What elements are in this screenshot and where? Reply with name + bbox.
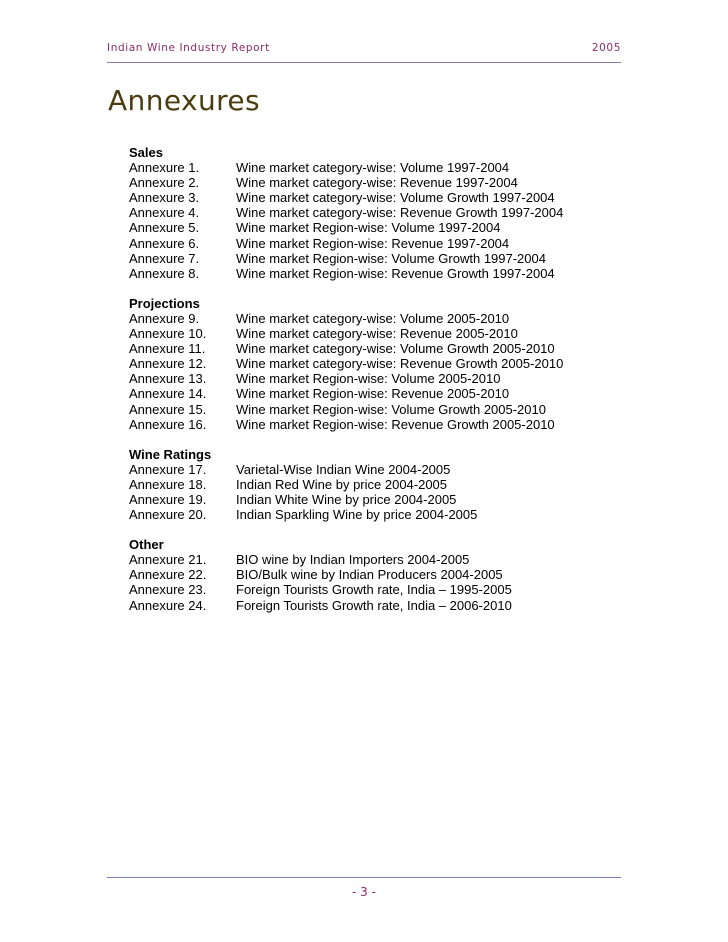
annexure-description: Varietal-Wise Indian Wine 2004-2005 (236, 461, 451, 477)
annexure-entry (129, 402, 599, 417)
annexure-description: Foreign Tourists Growth rate, India – 1995-2005 (236, 582, 512, 598)
section-title: Projections (129, 295, 200, 311)
annexure-list (129, 145, 599, 628)
annexure-entry (129, 507, 599, 522)
annexure-number: Annexure 9. (129, 310, 200, 326)
annexure-entry (129, 266, 599, 281)
annexure-description: Wine market Region-wise: Volume Growth 2005-2010 (236, 401, 546, 417)
annexure-entry (129, 251, 599, 266)
annexure-description: Foreign Tourists Growth rate, India – 2006-2010 (236, 597, 512, 613)
annexure-description: Wine market Region-wise: Revenue 2005-2010 (236, 386, 510, 402)
annexure-number: Annexure 13. (129, 371, 207, 387)
annexure-description: Wine market category-wise: Volume 1997-2004 (236, 160, 510, 176)
annexure-number: Annexure 16. (129, 416, 207, 432)
report-year: 2005 (591, 42, 621, 54)
footer-divider (107, 877, 621, 878)
annexure-number: Annexure 11. (129, 341, 206, 357)
annexure-entry (129, 190, 599, 205)
annexure-entry (129, 220, 599, 235)
annexure-section (129, 145, 599, 281)
annexure-number: Annexure 4. (129, 205, 200, 221)
annexure-entry (129, 386, 599, 401)
annexure-entry (129, 371, 599, 386)
page-number: - 3 - (352, 885, 376, 899)
annexure-entry (129, 311, 599, 326)
annexure-number: Annexure 7. (129, 250, 200, 266)
annexure-description: Wine market category-wise: Revenue Growth 2005-2010 (236, 356, 564, 372)
annexure-entry (129, 160, 599, 175)
annexure-number: Annexure 15. (129, 401, 207, 417)
annexure-section (129, 296, 599, 432)
annexure-description: BIO/Bulk wine by Indian Producers 2004-2005 (236, 567, 503, 583)
section-title: Other (129, 537, 164, 553)
annexure-number: Annexure 3. (129, 190, 200, 206)
annexure-description: Indian White Wine by price 2004-2005 (236, 491, 457, 507)
header-divider (107, 62, 621, 63)
annexure-number: Annexure 12. (129, 356, 207, 372)
annexure-entry (129, 175, 599, 190)
annexure-entry (129, 236, 599, 251)
annexure-description: Indian Red Wine by price 2004-2005 (236, 476, 448, 492)
annexure-entry (129, 567, 599, 582)
annexure-description: Wine market Region-wise: Volume 2005-2010 (236, 371, 501, 387)
annexure-description: Wine market category-wise: Volume Growth 1997-2004 (236, 190, 555, 206)
annexure-number: Annexure 14. (129, 386, 207, 402)
annexure-description: Wine market category-wise: Revenue 2005-2010 (236, 326, 518, 342)
annexure-number: Annexure 22. (129, 567, 207, 583)
report-title: Indian Wine Industry Report (107, 42, 270, 54)
annexure-description: Wine market category-wise: Revenue 1997-2004 (236, 175, 518, 191)
annexure-section (129, 537, 599, 612)
annexure-description: Indian Sparkling Wine by price 2004-2005 (236, 507, 478, 523)
annexure-description: Wine market Region-wise: Revenue 1997-2004 (236, 235, 510, 251)
annexure-entry (129, 326, 599, 341)
annexure-entry (129, 598, 599, 613)
annexure-number: Annexure 20. (129, 507, 207, 523)
annexure-entry (129, 582, 599, 597)
page-header (107, 40, 621, 58)
annexure-description: Wine market Region-wise: Volume 1997-2004 (236, 220, 501, 236)
section-title: Wine Ratings (129, 446, 212, 462)
annexure-description: Wine market category-wise: Revenue Growth 1997-2004 (236, 205, 564, 221)
annexure-entry (129, 492, 599, 507)
annexure-number: Annexure 23. (129, 582, 207, 598)
annexure-number: Annexure 2. (129, 175, 200, 191)
annexure-number: Annexure 1. (129, 160, 200, 176)
annexure-description: Wine market Region-wise: Revenue Growth 1997-2004 (236, 265, 555, 281)
annexure-entry (129, 417, 599, 432)
annexure-number: Annexure 10. (129, 326, 207, 342)
section-title: Sales (129, 145, 163, 160)
annexure-entry (129, 205, 599, 220)
annexure-description: Wine market category-wise: Volume 2005-2010 (236, 310, 510, 326)
annexure-entry (129, 356, 599, 371)
page-title: Annexures (108, 84, 261, 117)
annexure-number: Annexure 19. (129, 491, 207, 507)
annexure-description: BIO wine by Indian Importers 2004-2005 (236, 552, 470, 568)
annexure-number: Annexure 21. (129, 552, 207, 568)
annexure-number: Annexure 17. (129, 461, 207, 477)
annexure-entry (129, 462, 599, 477)
annexure-number: Annexure 24. (129, 597, 207, 613)
annexure-number: Annexure 6. (129, 235, 200, 251)
annexure-entry (129, 341, 599, 356)
annexure-entry (129, 552, 599, 567)
annexure-number: Annexure 18. (129, 476, 207, 492)
annexure-description: Wine market Region-wise: Revenue Growth 2005-2010 (236, 416, 555, 432)
annexure-number: Annexure 5. (129, 220, 200, 236)
annexure-description: Wine market category-wise: Volume Growth 2005-2010 (236, 341, 555, 357)
annexure-description: Wine market Region-wise: Volume Growth 1997-2004 (236, 250, 546, 266)
annexure-entry (129, 477, 599, 492)
annexure-number: Annexure 8. (129, 265, 200, 281)
annexure-section (129, 447, 599, 522)
